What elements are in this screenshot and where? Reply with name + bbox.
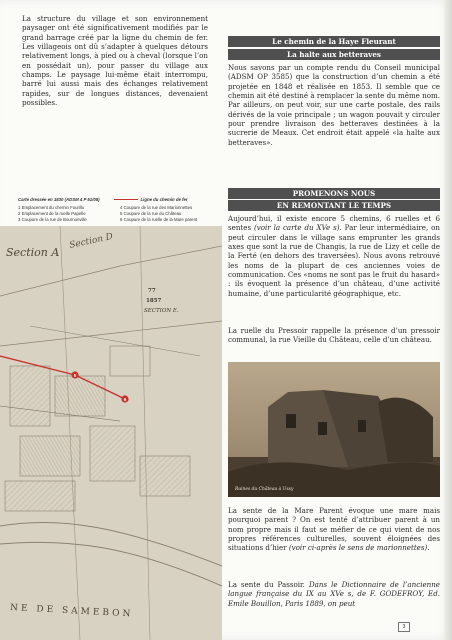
photo-drawing: [228, 362, 440, 497]
section2-subheading: EN REMONTANT LE TEMPS: [228, 200, 440, 211]
page-number: 3: [398, 622, 410, 632]
legend-item: 3 Coupure de la rue de Bournonville: [18, 217, 87, 223]
photo-caption: Ruines du Château à Ussy: [235, 487, 294, 492]
legend-column-right: [120, 205, 212, 224]
map-road-label: NE DE SAMEBON: [9, 603, 134, 620]
map-section-d-label: Section D: [68, 231, 114, 251]
section1-heading: Le chemin de la Haye Fleurant: [228, 36, 440, 47]
cadastral-map-1830: [0, 226, 222, 640]
section2-paragraph-start: Aujourd’hui, il existe encore 5 chemins, 6 ruelles et 6 sentes: [228, 214, 440, 233]
mare-parent-paragraph: [228, 506, 440, 553]
map-cartouche-year: 1857: [146, 298, 162, 304]
section2-paragraph-ref: (voir la carte du XVe s).: [253, 223, 342, 233]
mare-parent-text: La sente de la Mare Parent évoque une mare mais pourquoi parent ? On est tenté d’attribuer parent à un nom propre mais il faut se méfier de ce qui vient de nos propres références culturelles, souvent éloignées des situations d’hier: [228, 506, 440, 553]
chateau-ruins-photo: [228, 362, 440, 497]
mare-parent-ref: (voir ci-après le sens de marionnettes).: [288, 543, 430, 553]
legend-item: 5 Coupure de la rue du Château: [120, 211, 182, 217]
marker-6-label: 6: [123, 397, 127, 402]
section2-paragraph-rest: Par leur intermédiaire, on peut circuler dans le village sans emprunter les grands axes que sont la rue de Changis, la rue de Lizy et celle de la Ferté (en dehors des traversées). Nous avons retrouvé les noms de la plupart de ces anciennes voies de communication. Ces «noms ne sont pas le fruit du hasard» : ils évoquent la présence d’un château, d’une activité humaine, d’une particularité géographique, etc.: [228, 223, 440, 298]
marker-5-label: 5: [73, 373, 77, 378]
legend-column-left: [18, 205, 110, 224]
legend-item: 6 Coupure de la ruelle de la Mare parent: [120, 217, 198, 223]
section2-paragraph: [228, 214, 440, 298]
map-cartouche-number: 77: [148, 288, 156, 294]
intro-paragraph: La structure du village et son environnement paysager ont été significativement modifiés par le grand barrage créé par la ligne du chemin de fer. Les villageois ont dû s’adapter à quelques détours relativement longs, à pied ou à cheval (lorsque l’on en possédait un), pour passer du village aux champs. Le paysage lui-même était interrompu, barré lui aussi mais des échanges relativement rapides, sur de longues distances, devenaient possibles.: [22, 14, 208, 108]
map-cartouche-section: SECTION E.: [144, 308, 179, 314]
legend-item: 1 Emplacement du chemin Fourillo: [18, 205, 85, 210]
passoir-paragraph: [228, 580, 440, 608]
passoir-text: La sente du Passoir.: [228, 580, 309, 589]
railway-line-swatch: [114, 199, 138, 200]
legend-line-label: Ligne du chemin de fer: [140, 197, 188, 202]
legend-item: 2 Emplacement de la ruelle Papelle: [18, 211, 86, 217]
legend-line-key: [114, 197, 188, 202]
legend-item: 4 Coupure de la rue des Marionnettes: [120, 205, 193, 210]
map-legend: [18, 197, 218, 224]
legend-title: Carte dressée en 1830 (ADSM 4 P 51/08): [18, 197, 100, 202]
passoir-ref: Dans le Dictionnaire de l’ancienne langue française du IX au XVe s, de F. GODEFROY, Ed. Emile Bouillon, Paris 1889, on peut: [228, 580, 440, 608]
page-edge-shadow: [444, 0, 452, 640]
map-drawing: [0, 226, 222, 640]
map-section-a-label: Section A: [6, 246, 60, 259]
legend-header: [18, 197, 218, 202]
section2-heading: PROMENONS NOUS: [228, 188, 440, 199]
pressoir-paragraph: La ruelle du Pressoir rappelle la présence d’un pressoir communal, la rue Vieille du Château, celle d’un château.: [228, 326, 440, 345]
section1-subheading: La halte aux betteraves: [228, 49, 440, 60]
section1-paragraph: Nous savons par un compte rendu du Conseil municipal (ADSM OP 3585) que la construction d’un chemin a été projetée en 1848 et réalisée en 1853. Il semble que ce chemin ait été destiné à remplacer la sente du même nom. Par ailleurs, on peut voir, sur une carte postale, des rails dérivés de la voie principale ; un wagon pouvait y circuler pour prendre livraison des betteraves destinées à la sucrerie de Meaux. Cet endroit était appelé «la halte aux betteraves».: [228, 63, 440, 147]
